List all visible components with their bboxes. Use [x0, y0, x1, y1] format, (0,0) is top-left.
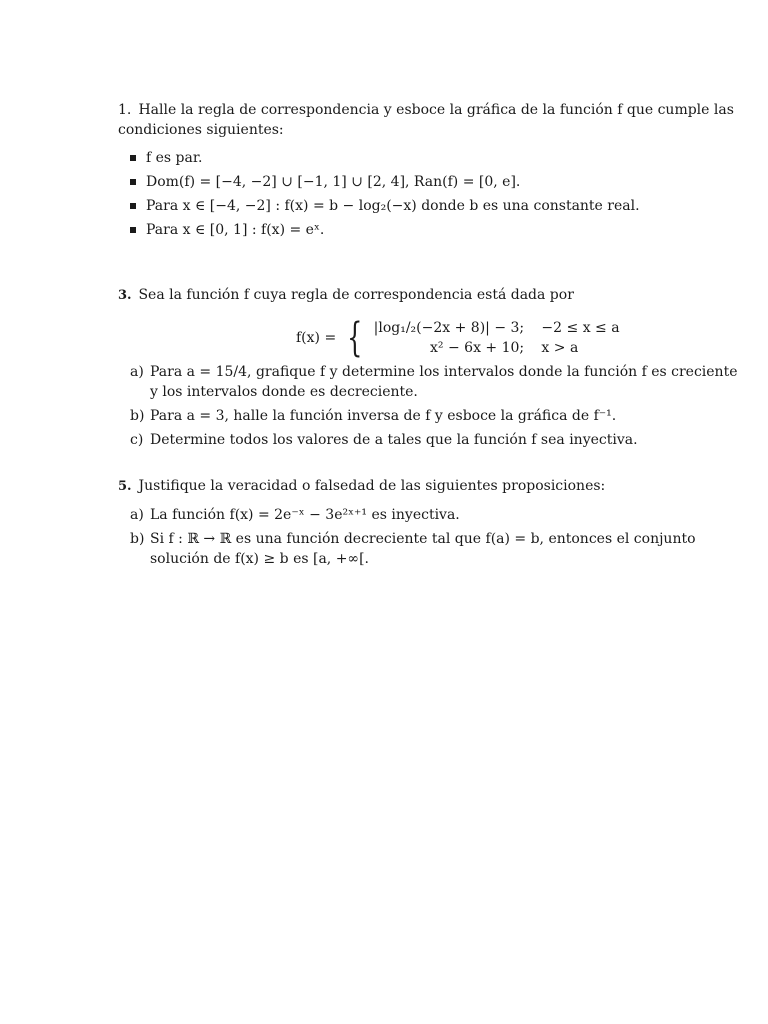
subquestion-text: Si f : ℝ → ℝ es una función decreciente tal que f(a) = b, entonces el conjunto solución de f(x) ≥ b es [a, +∞[. [150, 531, 696, 567]
question-3-parts [118, 362, 738, 454]
question-number: 1. [118, 102, 132, 118]
subquestion-text: Para a = 15/4, grafique f y determine los intervalos donde la función f es creciente y los intervalos donde es decreciente. [150, 364, 738, 400]
subquestion-label: b) [130, 531, 145, 547]
question-3 [118, 285, 738, 306]
condition-item: Dom(f) = [−4, −2] ∪ [−1, 1] ∪ [2, 4], Ran(f) = [0, e]. [130, 170, 738, 194]
question-5-statement [118, 476, 738, 497]
question-5 [118, 476, 738, 573]
question-number: 5. [118, 479, 132, 494]
subquestion-label: c) [130, 432, 144, 448]
subquestion-label: b) [130, 408, 145, 424]
subquestion-label: a) [130, 507, 144, 523]
subquestion-label: a) [130, 364, 144, 380]
subquestion [130, 362, 738, 402]
question-number: 3. [118, 288, 132, 303]
subquestion [130, 505, 738, 525]
piecewise-rows [374, 319, 620, 357]
condition-item: Para x ∈ [−4, −2] : f(x) = b − log₂(−x) donde b es una constante real. [130, 194, 738, 218]
condition-item: Para x ∈ [0, 1] : f(x) = eˣ. [130, 218, 738, 242]
question-text: Halle la regla de correspondencia y esboce la gráfica de la función f que cumple las condiciones siguientes: [118, 102, 734, 138]
question-3-statement [118, 285, 738, 306]
piece-1-expression: |log₁/₂(−2x + 8)| − 3 [373, 320, 520, 336]
question-text: Justifique la veracidad o falsedad de las siguientes proposiciones: [138, 478, 606, 494]
piece-1-condition: −2 ≤ x ≤ a [541, 320, 620, 336]
piece-1-separator: ; [519, 320, 525, 336]
subquestion-text: La función f(x) = 2e⁻ˣ − 3e²ˣ⁺¹ es inyectiva. [150, 507, 460, 523]
question-text: Sea la función f cuya regla de correspondencia está dada por [138, 287, 574, 303]
subquestion-list [130, 362, 738, 450]
piecewise-function [296, 315, 620, 361]
piece-2-condition: x > a [541, 340, 579, 356]
question-1-statement [118, 100, 738, 140]
question-1 [118, 100, 738, 242]
condition-item: f es par. [130, 146, 738, 170]
subquestion [130, 529, 738, 569]
left-brace: { [347, 315, 363, 361]
function-lhs: f(x) = [296, 330, 337, 346]
piece-2-expression: x² − 6x + 10 [430, 340, 520, 356]
subquestion [130, 406, 738, 426]
subquestion [130, 430, 738, 450]
subquestion-text: Para a = 3, halle la función inversa de f y esboce la gráfica de f⁻¹. [150, 408, 617, 424]
piece-2-separator: ; [519, 340, 525, 356]
condition-list [130, 146, 738, 242]
subquestion-list [130, 505, 738, 569]
subquestion-text: Determine todos los valores de a tales que la función f sea inyectiva. [150, 432, 638, 448]
